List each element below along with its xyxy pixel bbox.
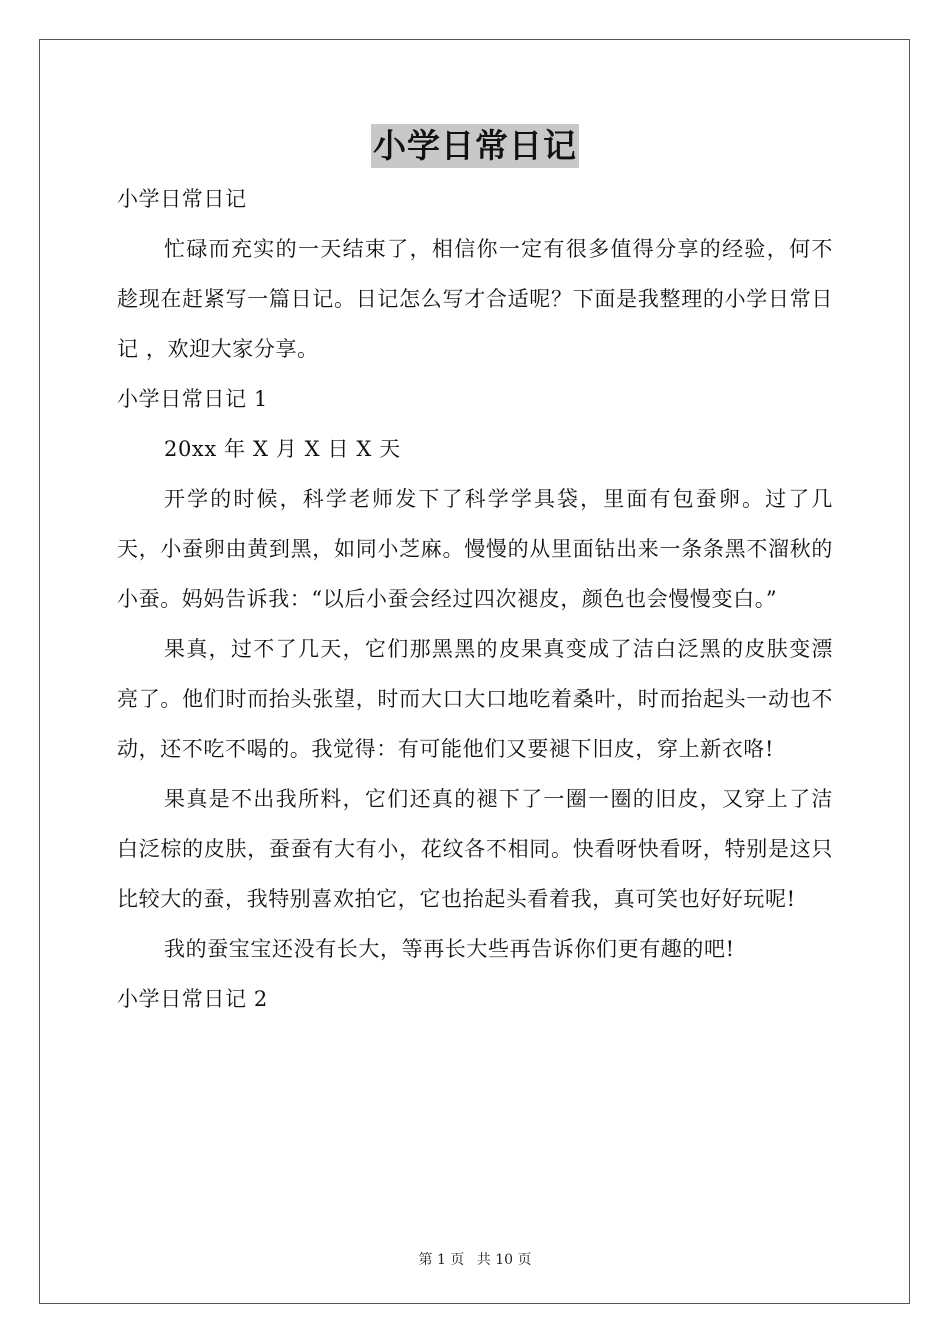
document-title: 小学日常日记	[371, 124, 579, 168]
document-body	[117, 174, 833, 1024]
page-number: 第 1 页	[418, 1252, 465, 1268]
page-total: 共 10 页	[476, 1252, 532, 1268]
entry1-heading: 小学日常日记 1	[117, 387, 268, 411]
intro-paragraph: 忙碌而充实的一天结束了，相信你一定有很多值得分享的经验，何不趁现在赶紧写一篇日记。日记怎么写才合适呢？下面是我整理的小学日常日记 ，欢迎大家分享。	[117, 237, 833, 361]
entry1-paragraph-2: 果真，过不了几天，它们那黑黑的皮果真变成了洁白泛黑的皮肤变漂亮了。他们时而抬头张望，时而大口大口地吃着桑叶，时而抬起头一动也不动，还不吃不喝的。我觉得：有可能他们又要褪下旧皮，穿上新衣咯!	[117, 637, 833, 761]
document-subtitle: 小学日常日记	[117, 187, 247, 211]
entry1-paragraph-4: 我的蚕宝宝还没有长大，等再长大些再告诉你们更有趣的吧!	[164, 937, 735, 961]
entry1-paragraph-1: 开学的时候，科学老师发下了科学学具袋，里面有包蚕卵。过了几天，小蚕卵由黄到黑，如同小芝麻。慢慢的从里面钻出来一条条黑不溜秋的小蚕。妈妈告诉我：“以后小蚕会经过四次褪皮，颜色也会慢慢变白。”	[117, 487, 833, 611]
title-container	[0, 124, 950, 168]
entry1-paragraph-3: 果真是不出我所料，它们还真的褪下了一圈一圈的旧皮，又穿上了洁白泛棕的皮肤，蚕蚕有大有小，花纹各不相同。快看呀快看呀，特别是这只比较大的蚕，我特别喜欢拍它，它也抬起头看着我，真可笑也好好玩呢!	[117, 787, 833, 911]
entry2-heading: 小学日常日记 2	[117, 987, 268, 1011]
entry1-date: 20xx 年 X 月 X 日 X 天	[164, 437, 401, 461]
page-footer	[0, 1249, 950, 1269]
